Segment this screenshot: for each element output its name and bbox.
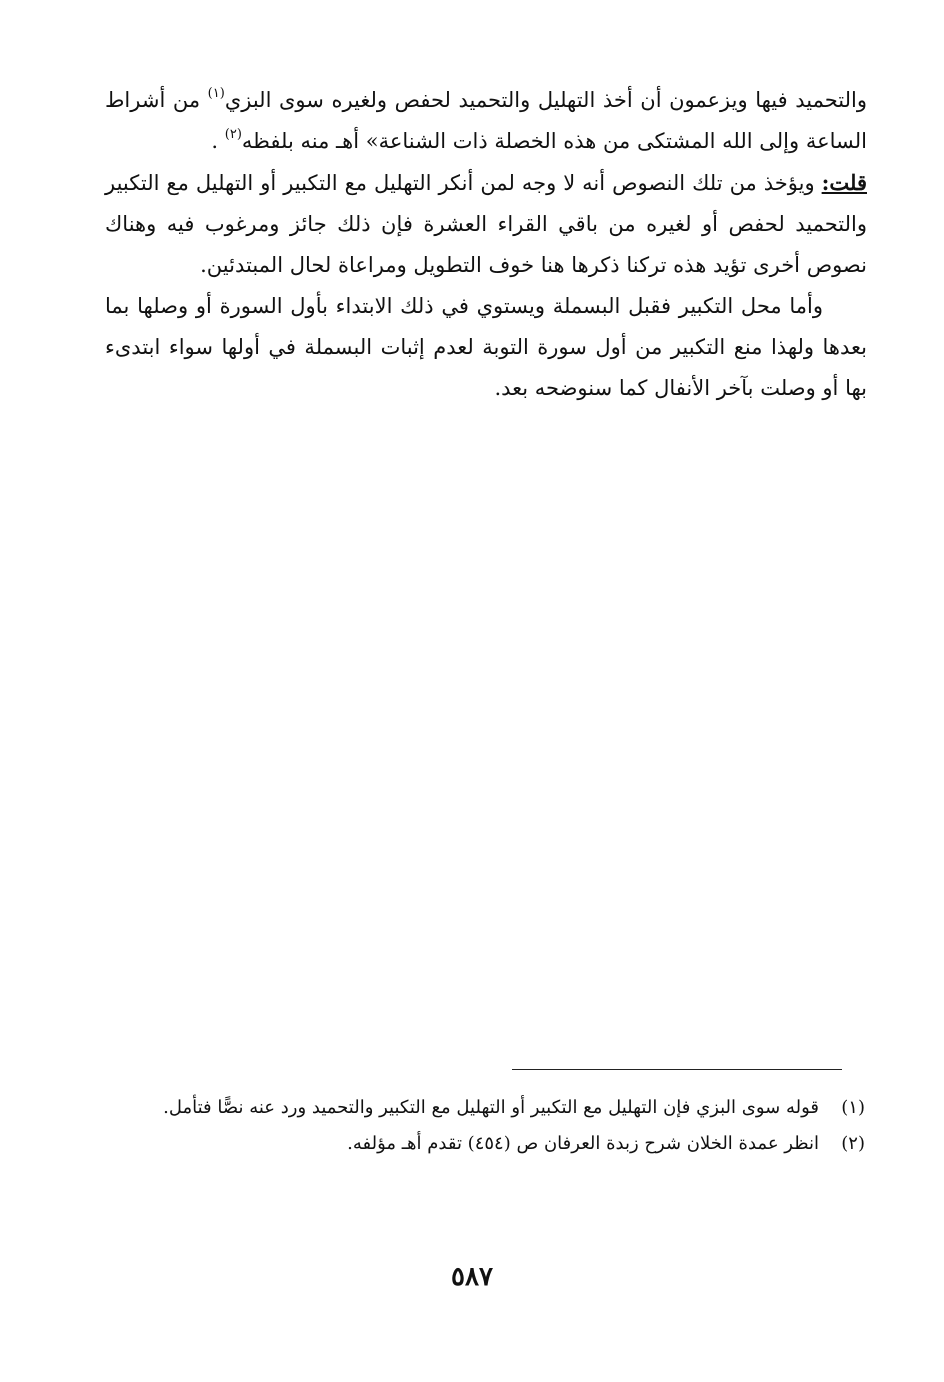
footnote-2-text: انظر عمدة الخلان شرح زبدة العرفان ص (٤٥٤) تقدم أهـ مؤلفه. [347,1133,819,1154]
paragraph-1-text-c: . [211,129,219,153]
paragraph-1 [105,80,867,162]
paragraph-1-text-b: من أشراط الساعة وإلى الله المشتكى من هذه الخصلة ذات الشناعة» أهـ منه بلفظه [105,88,867,153]
footnote-ref-1: (١) [207,86,225,101]
paragraph-2-text: ويؤخذ من تلك النصوص أنه لا وجه لمن أنكر التهليل مع التكبير أو التهليل مع التكبير والتحميد لحفص أو لغيره من باقي القراء العشرة فإن ذلك جائز ومرغوب فيه وهناك نصوص أخرى تؤيد هذه تركنا ذكرها هنا خوف التطويل ومراعاة لحال المبتدئين. [105,171,867,277]
footnotes [105,1090,865,1162]
footnote-separator [512,1069,842,1070]
paragraph-2 [105,162,867,286]
page-number: ٥٨٧ [451,1262,493,1292]
paragraph-3 [105,286,867,409]
footnote-2 [105,1126,865,1162]
main-text [105,80,867,409]
footnote-ref-2: (٢) [224,127,242,142]
footnote-2-number: (٢) [841,1133,865,1154]
paragraph-1-text-a: والتحميد فيها ويزعمون أن أخذ التهليل والتحميد لحفص ولغيره سوى البزي [224,88,867,112]
footnote-1-number: (١) [841,1097,865,1118]
footnote-1-text: قوله سوى البزي فإن التهليل مع التكبير أو التهليل مع التكبير والتحميد ورد عنه نصًّا فتأمل. [163,1097,819,1118]
paragraph-3-text: وأما محل التكبير فقبل البسملة ويستوي في ذلك الابتداء بأول السورة أو وصلها بما بعدها ولهذا منع التكبير من أول سورة التوبة لعدم إثبات البسملة في أولها سواء ابتدىء بها أو وصلت بآخر الأنفال كما سنوضحه بعد. [105,294,867,400]
paragraph-2-lead: قلت: [821,170,867,195]
footnote-1 [105,1090,865,1126]
